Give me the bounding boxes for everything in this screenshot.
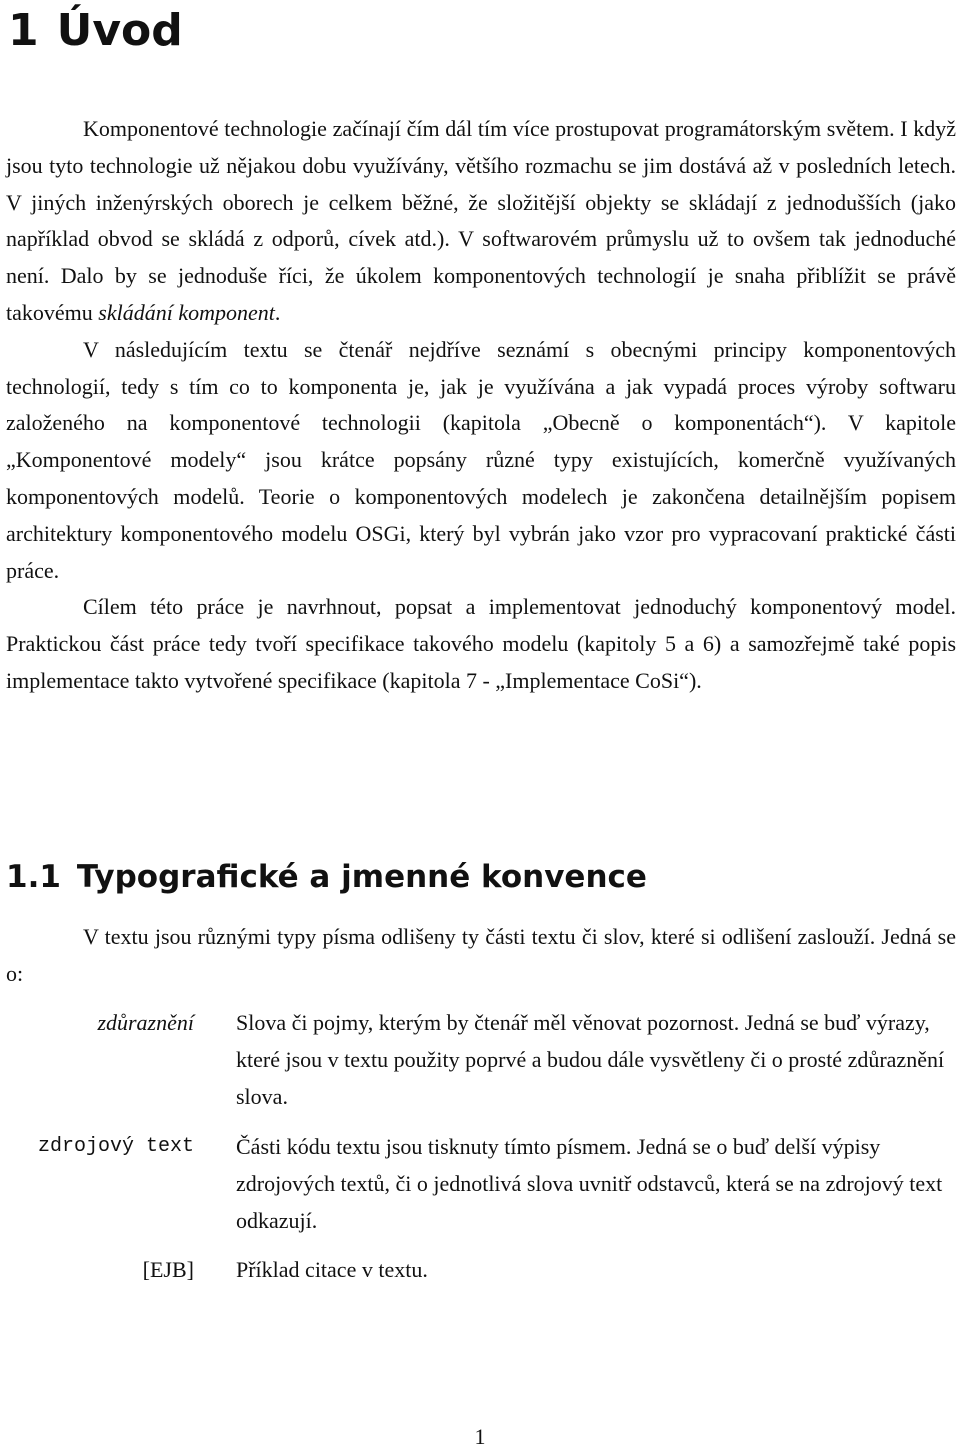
chapter-heading	[8, 0, 183, 62]
intro-section	[6, 111, 956, 700]
page-number: 1	[474, 1424, 486, 1449]
definition-term-source-code: zdrojový text	[37, 1135, 194, 1158]
emphasized-term: skládání komponent	[98, 299, 275, 325]
section-number: 1.1	[6, 859, 61, 895]
chapter-title: Úvod	[56, 5, 183, 56]
conventions-intro-paragraph: V textu jsou různými typy písma odlišeny ty části textu či slov, které si odlišení zaslouží. Jedná se o:	[6, 924, 956, 986]
intro-paragraph-3: Cílem této práce je navrhnout, popsat a implementovat jednoduchý komponentový model. Praktickou část práce tedy tvoří specifikace takového modelu (kapitoly 5 a 6) a samozřejmě také popis implementace takto vytvořené specifikace (kapitola 7 - „Implementace CoSi“).	[6, 594, 956, 693]
intro-paragraph-2: V následujícím textu se čtenář nejdříve seznámí s obecnými principy komponentových technologií, tedy s tím co to komponenta je, jak je využívána a jak vypadá proces výroby softwaru založeného na komponentové technologii (kapitola „Obecně o komponentách“). V kapitole „Komponentové modely“ jsou krátce popsány různé typy existujících, komerčně využívaných komponentových modelů. Teorie o komponentových modelech je zakončena detailnějším popisem architektury komponentového modelu OSGi, který byl vybrán jako vzor pro vypracovaní praktické části práce.	[6, 336, 956, 583]
definition-description: Příklad citace v textu.	[236, 1257, 428, 1282]
section-title: Typografické a jmenné konvence	[76, 859, 647, 895]
section-heading	[6, 854, 647, 900]
chapter-number: 1	[8, 5, 39, 56]
definition-description: Části kódu textu jsou tisknuty tímto písmem. Jedná se o buď delší výpisy zdrojových textů, či o jednotlivá slova uvnitř odstavců, která se na zdrojový text odkazují.	[236, 1134, 943, 1233]
definition-term-emphasis: zdůraznění	[97, 1010, 194, 1035]
conventions-section	[6, 919, 956, 993]
definition-description: Slova či pojmy, kterým by čtenář měl věnovat pozornost. Jedná se buď výrazy, které jsou v textu použity poprvé a budou dále vysvětleny či o prosté zdůraznění slova.	[236, 1010, 945, 1109]
intro-paragraph-1: Komponentové technologie začínají čím dál tím více prostupovat programátorským světem. I když jsou tyto technologie už nějakou dobu využívány, většího rozmachu se jim dostává až v posledních letech. V jiných inženýrských oborech je celkem běžné, že složitější objekty se skládají z jednodušších (jako například obvod se skládá z odporů, cívek atd.). V softwarovém průmyslu už to ovšem tak jednoduché není. Dalo by se jednoduše říci, že úkolem komponentových technologií je snaha přiblížit se právě takovému skládání komponent.	[6, 116, 956, 325]
definition-term-citation: [EJB]	[142, 1257, 194, 1282]
